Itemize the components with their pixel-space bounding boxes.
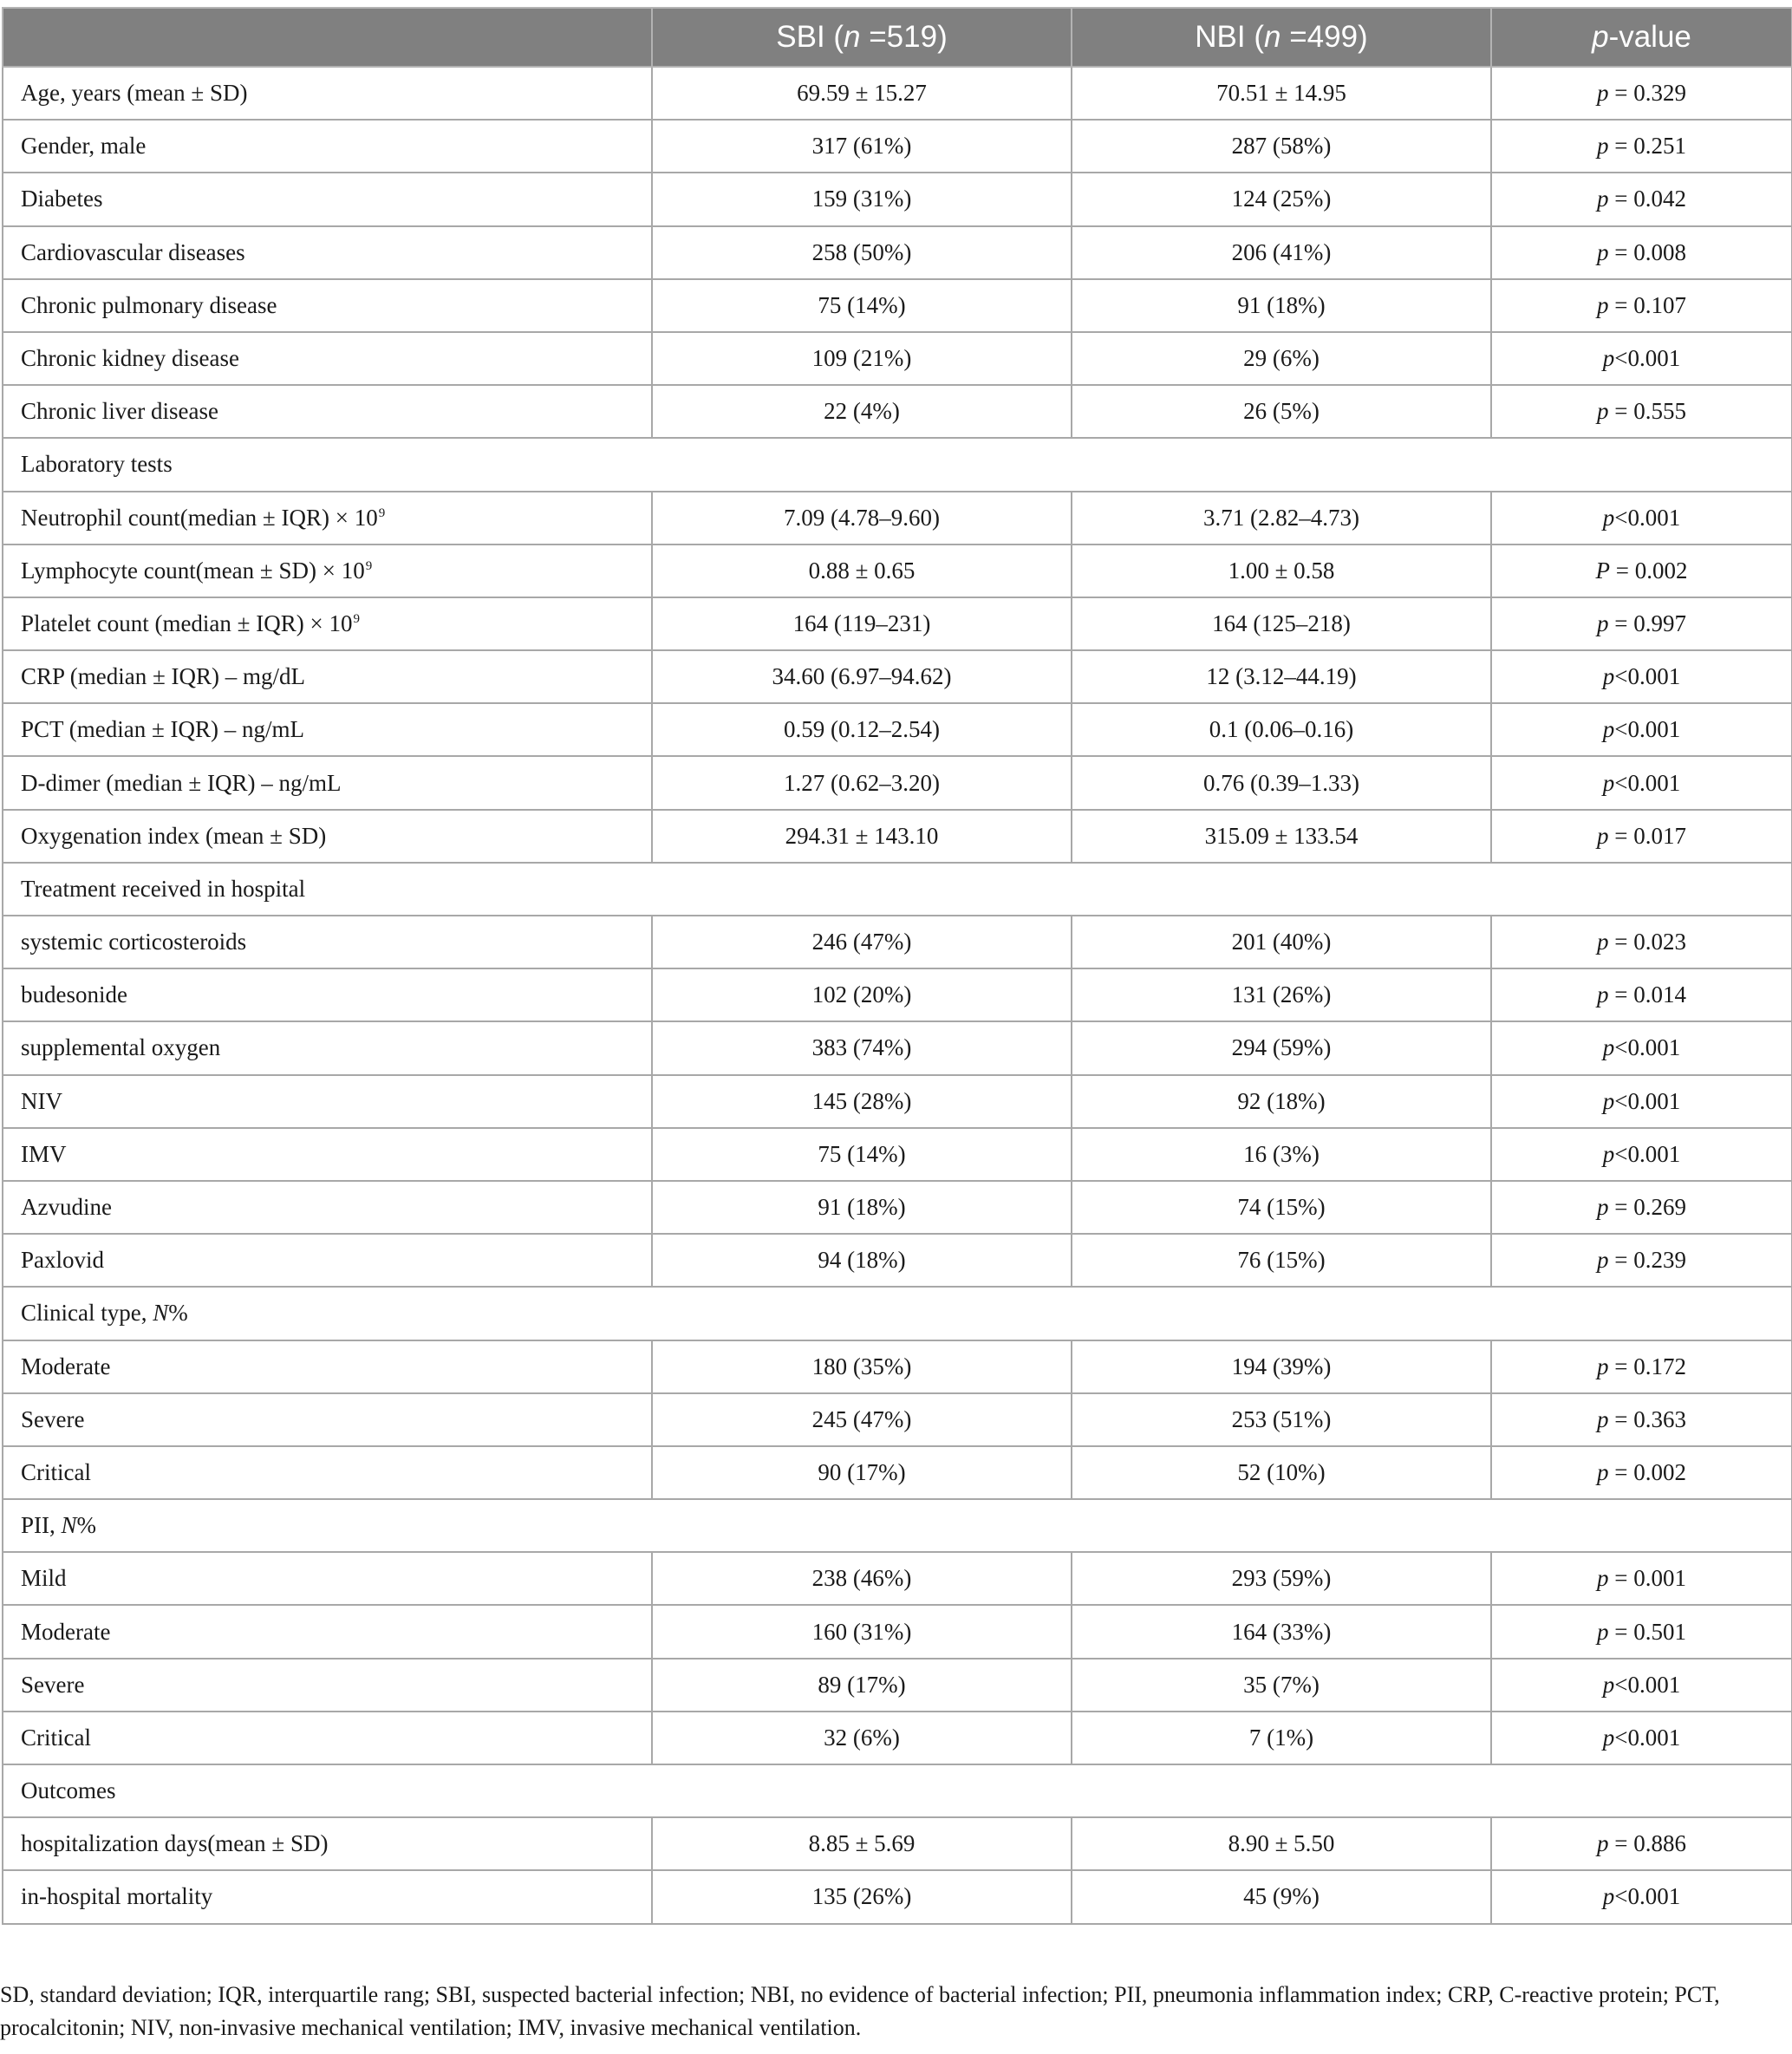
- header-empty-cell: [3, 8, 652, 67]
- row-label-text: NIV: [21, 1087, 62, 1114]
- row-label: [3, 1181, 652, 1234]
- row-label-text: Chronic kidney disease: [21, 345, 239, 372]
- nbi-value: 164 (125–218): [1072, 597, 1491, 650]
- p-value: [1491, 1021, 1792, 1074]
- p-symbol: p: [1597, 610, 1609, 636]
- p-value: [1491, 1234, 1792, 1287]
- p-value: [1491, 1446, 1792, 1499]
- table-row: [3, 120, 1792, 173]
- p-value: [1491, 1128, 1792, 1181]
- p-number: <0.001: [1614, 504, 1681, 531]
- row-label: [3, 703, 652, 756]
- sbi-value: 294.31 ± 143.10: [652, 810, 1072, 863]
- p-symbol: p: [1597, 929, 1609, 955]
- row-label-text: budesonide: [21, 981, 127, 1008]
- p-symbol: p: [1597, 1830, 1609, 1857]
- table-row: [3, 1446, 1792, 1499]
- p-symbol: p: [1597, 133, 1609, 160]
- header-sbi-count: =519): [860, 20, 948, 54]
- table-row: [3, 703, 1792, 756]
- row-label: [3, 1393, 652, 1446]
- p-number: <0.001: [1614, 345, 1681, 372]
- nbi-value: 29 (6%): [1072, 332, 1491, 385]
- p-value: [1491, 385, 1792, 438]
- row-label-text: Severe: [21, 1671, 85, 1698]
- sbi-value: 164 (119–231): [652, 597, 1072, 650]
- nbi-value: 1.00 ± 0.58: [1072, 544, 1491, 597]
- p-number: <0.001: [1614, 769, 1681, 796]
- sbi-value: 109 (21%): [652, 332, 1072, 385]
- row-label-text: Moderate: [21, 1618, 111, 1645]
- p-symbol: p: [1602, 769, 1615, 796]
- section-label-suffix: %: [76, 1512, 97, 1539]
- sbi-value: 102 (20%): [652, 968, 1072, 1021]
- nbi-value: 206 (41%): [1072, 226, 1491, 279]
- header-sbi: [652, 8, 1072, 67]
- sbi-value: 90 (17%): [652, 1446, 1072, 1499]
- sbi-value: 245 (47%): [652, 1393, 1072, 1446]
- nbi-value: 124 (25%): [1072, 173, 1491, 225]
- p-value: [1491, 756, 1792, 809]
- header-p-value: [1491, 8, 1792, 67]
- p-number: = 0.002: [1610, 557, 1688, 584]
- p-value: [1491, 1340, 1792, 1393]
- p-value: [1491, 1552, 1792, 1605]
- p-value: [1491, 597, 1792, 650]
- p-symbol: p: [1597, 981, 1609, 1008]
- p-symbol: p: [1602, 1034, 1615, 1061]
- p-number: = 0.023: [1608, 929, 1686, 955]
- row-label-text: Gender, male: [21, 133, 147, 160]
- sbi-value: 317 (61%): [652, 120, 1072, 173]
- section-row: [3, 1499, 1792, 1552]
- row-label-superscript: 9: [353, 611, 360, 626]
- p-value: [1491, 1712, 1792, 1764]
- row-label-text: Critical: [21, 1724, 91, 1751]
- section-row: [3, 1764, 1792, 1817]
- section-label-italic: N: [153, 1300, 169, 1327]
- nbi-value: 293 (59%): [1072, 1552, 1491, 1605]
- nbi-value: 294 (59%): [1072, 1021, 1491, 1074]
- p-symbol: p: [1597, 822, 1609, 849]
- row-label-text: Moderate: [21, 1353, 111, 1379]
- p-number: = 0.269: [1608, 1194, 1686, 1221]
- section-label: [3, 1499, 1792, 1552]
- p-value: [1491, 1393, 1792, 1446]
- p-value: [1491, 968, 1792, 1021]
- sbi-value: 1.27 (0.62–3.20): [652, 756, 1072, 809]
- row-label: [3, 279, 652, 332]
- p-number: = 0.042: [1608, 186, 1686, 212]
- header-sbi-n: n: [844, 20, 861, 54]
- row-label: [3, 1128, 652, 1181]
- table-body: [3, 67, 1792, 1924]
- row-label-text: supplemental oxygen: [21, 1034, 221, 1061]
- sbi-value: 69.59 ± 15.27: [652, 67, 1072, 120]
- sbi-value: 8.85 ± 5.69: [652, 1817, 1072, 1870]
- p-symbol: p: [1602, 504, 1615, 531]
- row-label: [3, 385, 652, 438]
- p-value: [1491, 1659, 1792, 1712]
- row-label: [3, 120, 652, 173]
- table-row: [3, 1021, 1792, 1074]
- table-row: [3, 492, 1792, 544]
- p-symbol: p: [1602, 1087, 1615, 1114]
- nbi-value: 74 (15%): [1072, 1181, 1491, 1234]
- p-number: = 0.363: [1608, 1405, 1686, 1432]
- p-symbol: p: [1597, 291, 1609, 318]
- row-label-text: Chronic liver disease: [21, 398, 218, 425]
- header-nbi-count: =499): [1280, 20, 1368, 54]
- sbi-value: 7.09 (4.78–9.60): [652, 492, 1072, 544]
- row-label: [3, 1021, 652, 1074]
- section-label-text: Treatment received in hospital: [21, 875, 306, 902]
- p-number: = 0.172: [1608, 1353, 1686, 1379]
- p-symbol: p: [1597, 186, 1609, 212]
- p-symbol: p: [1597, 80, 1609, 107]
- table-row: [3, 1181, 1792, 1234]
- table-row: [3, 385, 1792, 438]
- sbi-value: 94 (18%): [652, 1234, 1072, 1287]
- p-symbol: p: [1602, 1724, 1615, 1751]
- sbi-value: 145 (28%): [652, 1075, 1072, 1128]
- p-number: <0.001: [1614, 1671, 1681, 1698]
- row-label-superscript: 9: [365, 558, 373, 573]
- p-number: <0.001: [1614, 663, 1681, 690]
- p-number: <0.001: [1614, 1087, 1681, 1114]
- p-number: <0.001: [1614, 716, 1681, 743]
- p-value: [1491, 916, 1792, 968]
- row-label: [3, 1234, 652, 1287]
- p-number: = 0.002: [1608, 1458, 1686, 1485]
- baseline-characteristics-table: [2, 7, 1792, 1925]
- p-value: [1491, 703, 1792, 756]
- nbi-value: 35 (7%): [1072, 1659, 1491, 1712]
- p-symbol: p: [1602, 663, 1615, 690]
- row-label: [3, 810, 652, 863]
- nbi-value: 76 (15%): [1072, 1234, 1491, 1287]
- table-header: [3, 8, 1792, 67]
- p-value: [1491, 1605, 1792, 1658]
- p-symbol: p: [1597, 1353, 1609, 1379]
- p-value: [1491, 650, 1792, 703]
- sbi-value: 159 (31%): [652, 173, 1072, 225]
- row-label: [3, 67, 652, 120]
- p-symbol: p: [1597, 1405, 1609, 1432]
- table-row: [3, 1659, 1792, 1712]
- section-label: [3, 863, 1792, 916]
- section-row: [3, 1287, 1792, 1340]
- nbi-value: 52 (10%): [1072, 1446, 1491, 1499]
- row-label: [3, 968, 652, 1021]
- sbi-value: 238 (46%): [652, 1552, 1072, 1605]
- section-label-text: PII,: [21, 1512, 62, 1539]
- p-number: = 0.008: [1608, 238, 1686, 265]
- table-row: [3, 1340, 1792, 1393]
- p-number: = 0.997: [1608, 610, 1686, 636]
- nbi-value: 16 (3%): [1072, 1128, 1491, 1181]
- table-row: [3, 1712, 1792, 1764]
- table-row: [3, 1817, 1792, 1870]
- section-label-text: Clinical type,: [21, 1300, 153, 1327]
- p-value: [1491, 226, 1792, 279]
- row-label-text: Critical: [21, 1458, 91, 1485]
- row-label: [3, 492, 652, 544]
- sbi-value: 160 (31%): [652, 1605, 1072, 1658]
- p-symbol: p: [1597, 1618, 1609, 1645]
- table-row: [3, 756, 1792, 809]
- table-row: [3, 1234, 1792, 1287]
- sbi-value: 32 (6%): [652, 1712, 1072, 1764]
- row-label: [3, 756, 652, 809]
- p-symbol: p: [1602, 716, 1615, 743]
- p-number: = 0.001: [1608, 1565, 1686, 1592]
- row-label-text: Age, years (mean ± SD): [21, 80, 248, 107]
- row-label-text: PCT (median ± IQR) – ng/mL: [21, 716, 305, 743]
- row-label: [3, 226, 652, 279]
- sbi-value: 75 (14%): [652, 1128, 1072, 1181]
- row-label-text: Azvudine: [21, 1194, 112, 1221]
- section-label-text: Outcomes: [21, 1777, 116, 1804]
- nbi-value: 8.90 ± 5.50: [1072, 1817, 1491, 1870]
- sbi-value: 34.60 (6.97–94.62): [652, 650, 1072, 703]
- nbi-value: 0.1 (0.06–0.16): [1072, 703, 1491, 756]
- p-symbol: p: [1597, 398, 1609, 425]
- section-label-suffix: %: [168, 1300, 188, 1327]
- p-value: [1491, 544, 1792, 597]
- row-label-text: CRP (median ± IQR) – mg/dL: [21, 663, 306, 690]
- sbi-value: 91 (18%): [652, 1181, 1072, 1234]
- table-row: [3, 916, 1792, 968]
- header-p-text: -value: [1608, 20, 1691, 54]
- p-number: = 0.886: [1608, 1830, 1686, 1857]
- p-symbol: p: [1597, 1247, 1609, 1274]
- nbi-value: 131 (26%): [1072, 968, 1491, 1021]
- table-row: [3, 597, 1792, 650]
- nbi-value: 194 (39%): [1072, 1340, 1491, 1393]
- p-number: = 0.329: [1608, 80, 1686, 107]
- sbi-value: 0.88 ± 0.65: [652, 544, 1072, 597]
- header-sbi-text: SBI (: [776, 20, 844, 54]
- p-value: [1491, 67, 1792, 120]
- table-row: [3, 1075, 1792, 1128]
- table-row: [3, 1393, 1792, 1446]
- sbi-value: 22 (4%): [652, 385, 1072, 438]
- header-p-symbol: p: [1592, 20, 1609, 54]
- sbi-value: 75 (14%): [652, 279, 1072, 332]
- row-label-text: Lymphocyte count(mean ± SD) × 10: [21, 557, 365, 584]
- p-value: [1491, 1181, 1792, 1234]
- nbi-value: 92 (18%): [1072, 1075, 1491, 1128]
- nbi-value: 26 (5%): [1072, 385, 1491, 438]
- row-label-text: Paxlovid: [21, 1247, 105, 1274]
- header-nbi-n: n: [1264, 20, 1281, 54]
- table-row: [3, 810, 1792, 863]
- section-label: [3, 438, 1792, 491]
- nbi-value: 315.09 ± 133.54: [1072, 810, 1491, 863]
- p-symbol: p: [1597, 1565, 1609, 1592]
- header-nbi-text: NBI (: [1195, 20, 1265, 54]
- p-value: [1491, 810, 1792, 863]
- row-label: [3, 597, 652, 650]
- p-value: [1491, 173, 1792, 225]
- p-symbol: p: [1602, 1883, 1615, 1910]
- section-row: [3, 438, 1792, 491]
- p-number: = 0.501: [1608, 1618, 1686, 1645]
- sbi-value: 383 (74%): [652, 1021, 1072, 1074]
- nbi-value: 70.51 ± 14.95: [1072, 67, 1491, 120]
- table-row: [3, 1552, 1792, 1605]
- p-value: [1491, 332, 1792, 385]
- row-label: [3, 1552, 652, 1605]
- table-row: [3, 968, 1792, 1021]
- p-number: <0.001: [1614, 1140, 1681, 1167]
- row-label-text: D-dimer (median ± IQR) – ng/mL: [21, 769, 342, 796]
- p-number: = 0.251: [1608, 133, 1686, 160]
- p-number: = 0.107: [1608, 291, 1686, 318]
- p-number: = 0.239: [1608, 1247, 1686, 1274]
- row-label: [3, 1075, 652, 1128]
- section-label: [3, 1287, 1792, 1340]
- p-value: [1491, 279, 1792, 332]
- nbi-value: 0.76 (0.39–1.33): [1072, 756, 1491, 809]
- p-symbol: p: [1602, 345, 1615, 372]
- row-label-text: hospitalization days(mean ± SD): [21, 1830, 329, 1857]
- p-value: [1491, 1817, 1792, 1870]
- table-row: [3, 67, 1792, 120]
- p-number: = 0.555: [1608, 398, 1686, 425]
- nbi-value: 45 (9%): [1072, 1870, 1491, 1923]
- p-value: [1491, 492, 1792, 544]
- p-symbol: P: [1595, 557, 1610, 584]
- p-value: [1491, 1075, 1792, 1128]
- table-row: [3, 544, 1792, 597]
- header-nbi: [1072, 8, 1491, 67]
- row-label-text: Mild: [21, 1565, 67, 1592]
- sbi-value: 180 (35%): [652, 1340, 1072, 1393]
- table-row: [3, 1870, 1792, 1923]
- row-label-text: systemic corticosteroids: [21, 929, 247, 955]
- row-label: [3, 1605, 652, 1658]
- table-row: [3, 279, 1792, 332]
- p-value: [1491, 1870, 1792, 1923]
- row-label: [3, 1446, 652, 1499]
- p-number: = 0.017: [1608, 822, 1686, 849]
- section-label-italic: N: [61, 1512, 77, 1539]
- row-label-text: Severe: [21, 1405, 85, 1432]
- table-row: [3, 650, 1792, 703]
- row-label: [3, 1340, 652, 1393]
- nbi-value: 201 (40%): [1072, 916, 1491, 968]
- table-footnote: SD, standard deviation; IQR, interquartile rang; SBI, suspected bacterial infection; NBI, no evidence of bacterial infection; PII, pneumonia inflammation index; CRP, C-reactive protein; PCT, procalcitonin; NIV, non-invasive mechanical ventilation; IMV, invasive mechanical ventilation.: [0, 1982, 1720, 2040]
- p-number: <0.001: [1614, 1034, 1681, 1061]
- sbi-value: 135 (26%): [652, 1870, 1072, 1923]
- p-number: <0.001: [1614, 1883, 1681, 1910]
- p-symbol: p: [1597, 1194, 1609, 1221]
- p-symbol: p: [1602, 1140, 1615, 1167]
- table-row: [3, 173, 1792, 225]
- table-row: [3, 332, 1792, 385]
- row-label: [3, 1659, 652, 1712]
- nbi-value: 12 (3.12–44.19): [1072, 650, 1491, 703]
- header-row: [3, 8, 1792, 67]
- row-label: [3, 650, 652, 703]
- row-label: [3, 544, 652, 597]
- row-label-text: Oxygenation index (mean ± SD): [21, 822, 327, 849]
- row-label-superscript: 9: [378, 505, 386, 520]
- sbi-value: 246 (47%): [652, 916, 1072, 968]
- nbi-value: 164 (33%): [1072, 1605, 1491, 1658]
- row-label-text: Neutrophil count(median ± IQR) × 10: [21, 504, 378, 531]
- row-label-text: Platelet count (median ± IQR) × 10: [21, 610, 353, 636]
- p-symbol: p: [1597, 1458, 1609, 1485]
- table-row: [3, 1128, 1792, 1181]
- section-label-text: Laboratory tests: [21, 451, 173, 478]
- row-label-text: Chronic pulmonary disease: [21, 291, 277, 318]
- nbi-value: 287 (58%): [1072, 120, 1491, 173]
- table-row: [3, 1605, 1792, 1658]
- row-label-text: in-hospital mortality: [21, 1883, 213, 1910]
- row-label: [3, 1870, 652, 1923]
- nbi-value: 253 (51%): [1072, 1393, 1491, 1446]
- row-label-text: IMV: [21, 1140, 67, 1167]
- sbi-value: 0.59 (0.12–2.54): [652, 703, 1072, 756]
- p-value: [1491, 120, 1792, 173]
- sbi-value: 258 (50%): [652, 226, 1072, 279]
- p-number: = 0.014: [1608, 981, 1686, 1008]
- row-label: [3, 1817, 652, 1870]
- row-label-text: Cardiovascular diseases: [21, 238, 245, 265]
- nbi-value: 3.71 (2.82–4.73): [1072, 492, 1491, 544]
- row-label: [3, 332, 652, 385]
- table-row: [3, 226, 1792, 279]
- section-label: [3, 1764, 1792, 1817]
- section-row: [3, 863, 1792, 916]
- p-symbol: p: [1602, 1671, 1615, 1698]
- nbi-value: 91 (18%): [1072, 279, 1491, 332]
- p-number: <0.001: [1614, 1724, 1681, 1751]
- row-label: [3, 916, 652, 968]
- p-symbol: p: [1597, 238, 1609, 265]
- nbi-value: 7 (1%): [1072, 1712, 1491, 1764]
- row-label-text: Diabetes: [21, 186, 103, 212]
- row-label: [3, 173, 652, 225]
- row-label: [3, 1712, 652, 1764]
- sbi-value: 89 (17%): [652, 1659, 1072, 1712]
